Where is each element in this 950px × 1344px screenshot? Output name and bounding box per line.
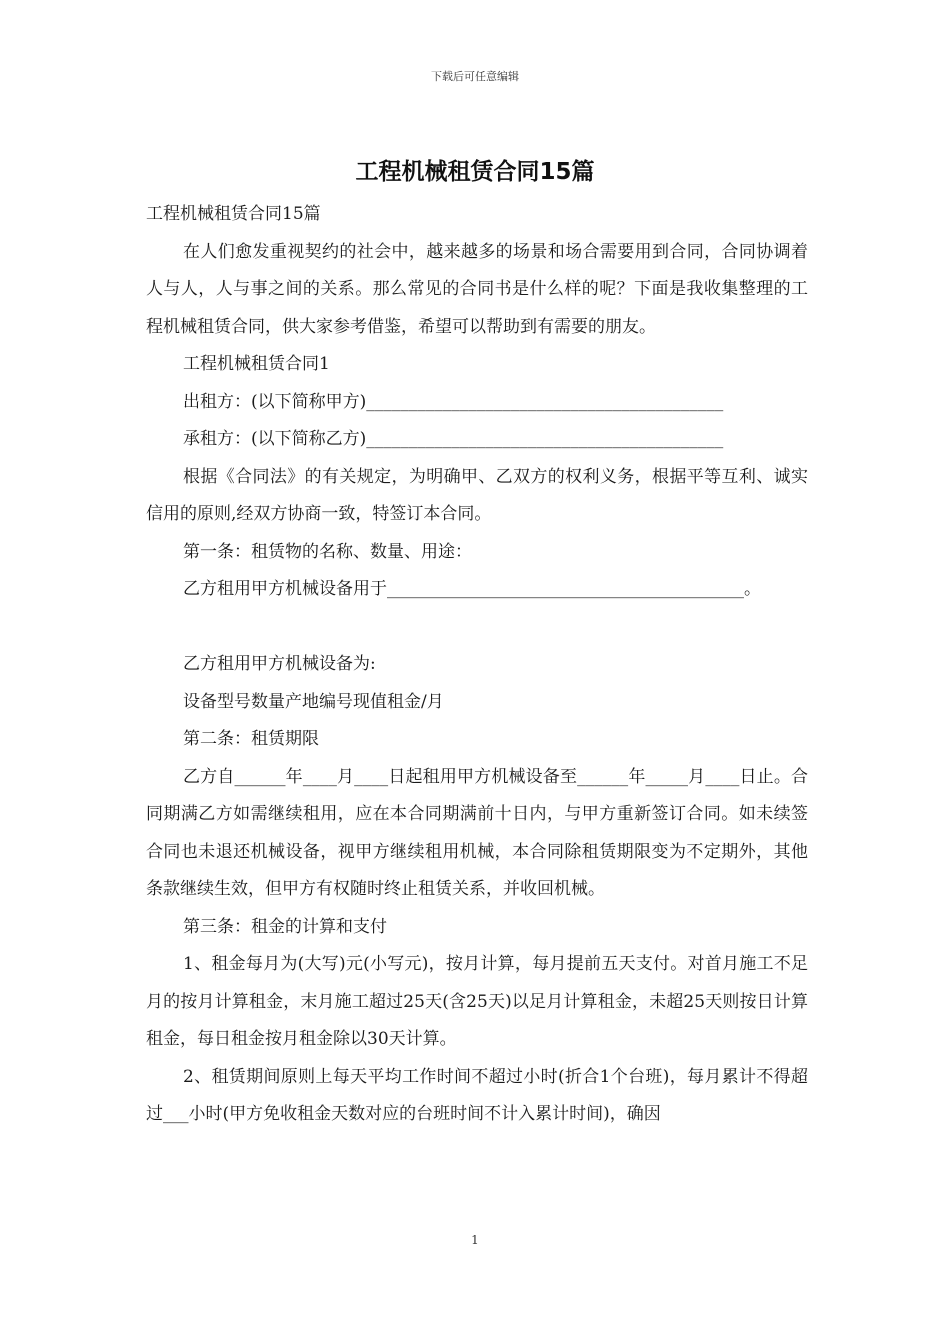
subtitle: 工程机械租赁合同15篇 (146, 204, 321, 224)
basis-paragraph: 根据《合同法》的有关规定，为明确甲、乙双方的权利义务，根据平等互利、诚实信用的原则,经双方协商一致，特签订本合同。 (146, 466, 808, 524)
lessee-line: 承租方：(以下简称乙方)__________________________________________ (183, 429, 724, 449)
article-3-item-1: 1、租金每月为(大写)元(小写元)，按月计算，每月提前五天支付。对首月施工不足月的按月计算租金，末月施工超过25天(含25天)以足月计算租金，未超25天则按日计算租金，每日租金按月租金除以30天计算。 (146, 954, 808, 1049)
article-2-body: 乙方自______年____月____日起租用甲方机械设备至______年_____月____日止。合同期满乙方如需继续租用，应在本合同期满前十日内，与甲方重新签订合同。如未续签合同也未退还机械设备，视甲方继续租用机械，本合同除租赁期限变为不定期外，其他条款继续生效，但甲方有权随时终止租赁关系，并收回机械。 (146, 766, 808, 899)
blank-line (146, 609, 808, 647)
contract-1-title: 工程机械租赁合同1 (183, 354, 330, 374)
article-1-columns: 设备型号数量产地编号现值租金/月 (183, 691, 444, 712)
document-body (146, 196, 808, 1134)
document-title: 工程机械租赁合同15篇 (355, 159, 595, 185)
article-3-item-2: 2、租赁期间原则上每天平均工作时间不超过小时(折合1个台班)，每月累计不得超过___小时(甲方免收租金天数对应的台班时间不计入累计时间)，确因 (146, 1066, 808, 1124)
article-1-title: 第一条：租赁物的名称、数量、用途： (183, 541, 472, 562)
page-number: 1 (471, 1233, 479, 1247)
lessor-line: 出租方：(以下简称甲方)__________________________________________ (183, 391, 724, 412)
article-2-title: 第二条：租赁期限 (183, 729, 319, 749)
intro-paragraph: 在人们愈发重视契约的社会中，越来越多的场景和场合需要用到合同，合同协调着人与人，人与事之间的关系。那么常见的合同书是什么样的呢？下面是我收集整理的工程机械租赁合同，供大家参考借鉴，希望可以帮助到有需要的朋友。 (146, 241, 808, 337)
article-1-equipment: 乙方租用甲方机械设备为: (183, 654, 376, 674)
article-3-title: 第三条：租金的计算和支付 (183, 916, 387, 937)
article-1-use: 乙方租用甲方机械设备用于__________________________________________。 (183, 579, 761, 599)
header-note: 下载后可任意编辑 (431, 70, 519, 83)
